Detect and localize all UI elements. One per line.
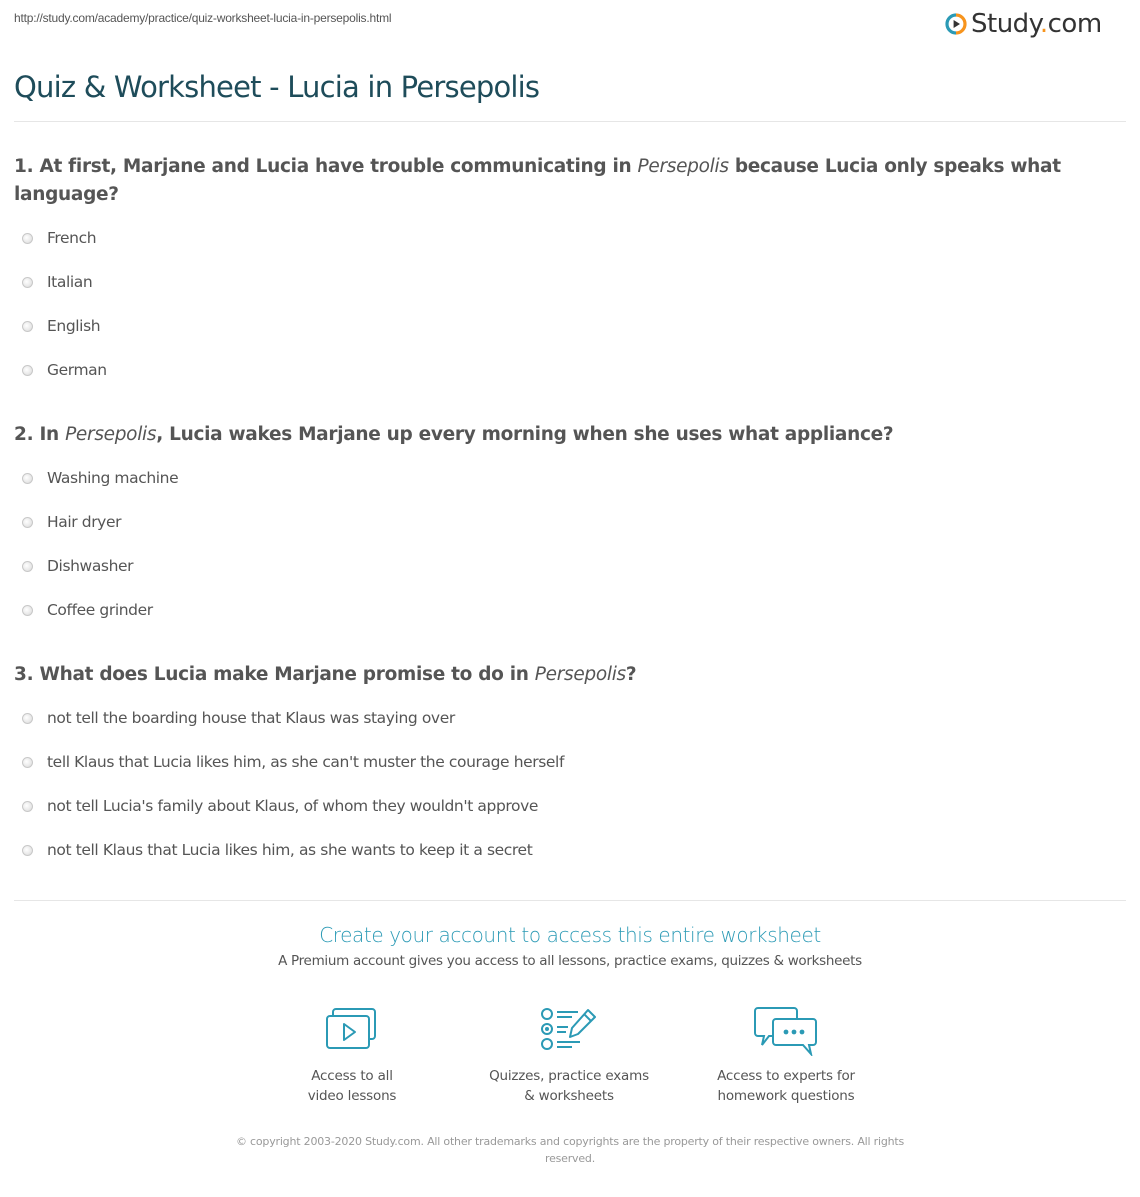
- question-text: 1. At first, Marjane and Lucia have trouble communicating in Persepolis because Lucia only speaks what language?: [14, 156, 1061, 205]
- answer-option[interactable]: Italian: [22, 260, 107, 304]
- copyright-notice: © copyright 2003-2020 Study.com. All other trademarks and copyrights are the property of their respective owners. All rights reserved.: [235, 1135, 905, 1165]
- feature-video-lessons: [252, 1004, 452, 1106]
- answer-option[interactable]: Washing machine: [22, 456, 178, 500]
- page-url: http://study.com/academy/practice/quiz-worksheet-lucia-in-persepolis.html: [14, 11, 392, 25]
- feature-label: Access to experts for homework questions: [717, 1068, 855, 1104]
- answer-option[interactable]: Coffee grinder: [22, 588, 178, 632]
- chat-experts-icon: [754, 1004, 818, 1056]
- feature-experts: [686, 1004, 886, 1106]
- answer-option[interactable]: not tell Klaus that Lucia likes him, as she wants to keep it a secret: [22, 828, 564, 872]
- radio-button[interactable]: [22, 561, 33, 572]
- answer-option[interactable]: not tell Lucia's family about Klaus, of whom they wouldn't approve: [22, 784, 564, 828]
- answer-option[interactable]: English: [22, 304, 107, 348]
- study-logo[interactable]: [945, 10, 1102, 38]
- radio-button[interactable]: [22, 365, 33, 376]
- question-3-options: [22, 696, 564, 872]
- answer-option[interactable]: not tell the boarding house that Klaus was staying over: [22, 696, 564, 740]
- question-text: 3. What does Lucia make Marjane promise to do in Persepolis?: [14, 664, 637, 685]
- radio-button[interactable]: [22, 713, 33, 724]
- answer-option[interactable]: tell Klaus that Lucia likes him, as she can't muster the courage herself: [22, 740, 564, 784]
- logo-wordmark: Study.com: [971, 9, 1102, 39]
- divider: [14, 121, 1126, 122]
- answer-option[interactable]: French: [22, 216, 107, 260]
- video-lessons-icon: [324, 1004, 380, 1056]
- feature-quizzes: [469, 1004, 669, 1106]
- radio-button[interactable]: [22, 757, 33, 768]
- radio-button[interactable]: [22, 801, 33, 812]
- radio-button[interactable]: [22, 473, 33, 484]
- radio-button[interactable]: [22, 845, 33, 856]
- divider: [14, 900, 1126, 901]
- radio-button[interactable]: [22, 277, 33, 288]
- create-account-link[interactable]: Create your account to access this entire worksheet: [319, 923, 821, 947]
- quiz-worksheet-icon: [540, 1004, 598, 1056]
- answer-option[interactable]: Dishwasher: [22, 544, 178, 588]
- feature-label: Access to all video lessons: [307, 1068, 397, 1104]
- question-2-options: [22, 456, 178, 632]
- question-1-options: [22, 216, 107, 392]
- page-title: Quiz & Worksheet - Lucia in Persepolis: [14, 70, 540, 104]
- answer-option[interactable]: German: [22, 348, 107, 392]
- radio-button[interactable]: [22, 233, 33, 244]
- answer-option[interactable]: Hair dryer: [22, 500, 178, 544]
- radio-button[interactable]: [22, 321, 33, 332]
- question-2: [14, 421, 1114, 449]
- question-text: 2. In Persepolis, Lucia wakes Marjane up every morning when she uses what appliance?: [14, 424, 894, 445]
- premium-description: A Premium account gives you access to all lessons, practice exams, quizzes & worksheets: [278, 953, 862, 969]
- radio-button[interactable]: [22, 605, 33, 616]
- play-logo-icon: [945, 13, 967, 35]
- feature-label: Quizzes, practice exams & worksheets: [489, 1068, 649, 1104]
- question-1: [14, 153, 1114, 209]
- radio-button[interactable]: [22, 517, 33, 528]
- question-3: [14, 661, 1114, 689]
